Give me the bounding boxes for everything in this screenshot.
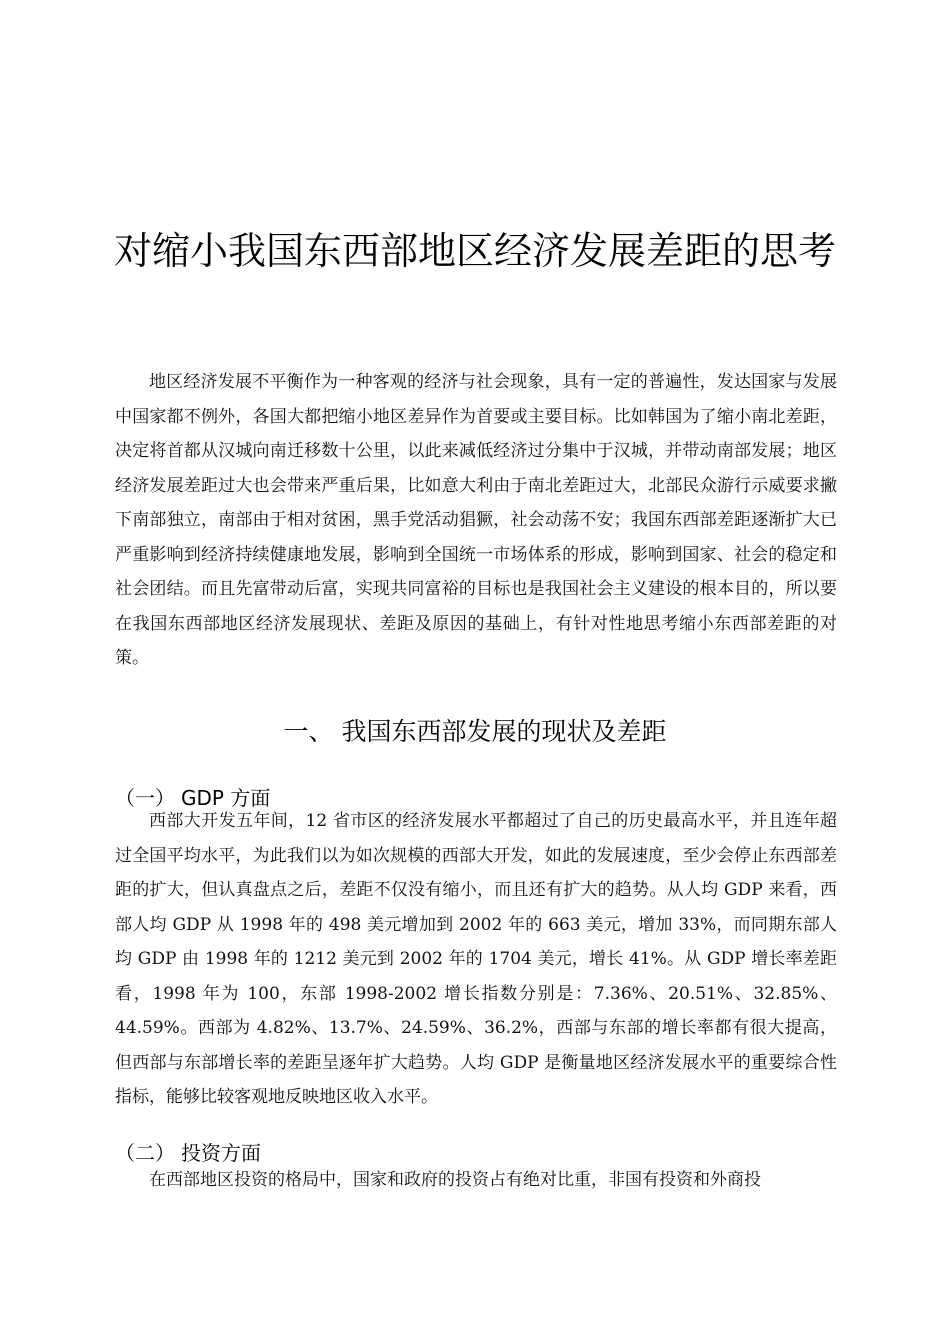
subsection-title: 投资方面 — [181, 1141, 261, 1165]
intro-paragraph: 地区经济发展不平衡作为一种客观的经济与社会现象，具有一定的普遍性，发达国家与发展中国家都不例外，各国大都把缩小地区差异作为首要或主要目标。比如韩国为了缩小南北差距，决定将首都从汉城向南迁移数十公里，以此来减低经济过分集中于汉城，并带动南部发展；地区经济发展差距过大也会带来严重后果，比如意大利由于南北差距过大，北部民众游行示威要求撇下南部独立，南部由于相对贫困，黑手党活动猖獗，社会动荡不安；我国东西部差距逐渐扩大已严重影响到经济持续健康地发展，影响到全国统一市场体系的形成，影响到国家、社会的稳定和社会团结。而且先富带动后富，实现共同富裕的目标也是我国社会主义建设的根本目的，所以要在我国东西部地区经济发展现状、差距及原因的基础上，有针对性地思考缩小东西部差距的对策。 — [115, 372, 837, 668]
subsection-number: （一） — [115, 786, 175, 810]
section-heading-1: 一、 我国东西部发展的现状及差距 — [283, 717, 667, 746]
gdp-paragraph: 西部大开发五年间，12 省市区的经济发展水平都超过了自己的历史最高水平，并且连年超过全国平均水平，为此我们以为如次规模的西部大开发，如此的发展速度，至少会停止东西部差距的扩大，但认真盘点之后，差距不仅没有缩小，而且还有扩大的趋势。从人均 GDP 来看，西部人均 GDP 从 1998 年的 498 美元增加到 2002 年的 663 美元，增加 33%，而同期东部人均 GDP 由 1998 年的 1212 美元到 2002 年的 1704 美元，增长 41%。从 GDP 增长率差距看，1998 年为 100，东部 1998-2002 增长指数分别是：7.36%、20.51%、32.85%、44.59%。西部为 4.82%、13.7%、24.59%、36.2%，西部与东部的增长率都有很大提高，但西部与东部增长率的差距呈逐年扩大趋势。人均 GDP 是衡量地区经济发展水平的重要综合性指标，能够比较客观地反映地区收入水平。 — [115, 811, 837, 1107]
investment-paragraph: 在西部地区投资的格局中，国家和政府的投资占有绝对比重，非国有投资和外商投 — [149, 1170, 761, 1190]
subsection-number: （二） — [115, 1141, 175, 1165]
subsection-title: GDP 方面 — [181, 786, 271, 810]
document-title: 对缩小我国东西部地区经济发展差距的思考 — [113, 229, 836, 273]
